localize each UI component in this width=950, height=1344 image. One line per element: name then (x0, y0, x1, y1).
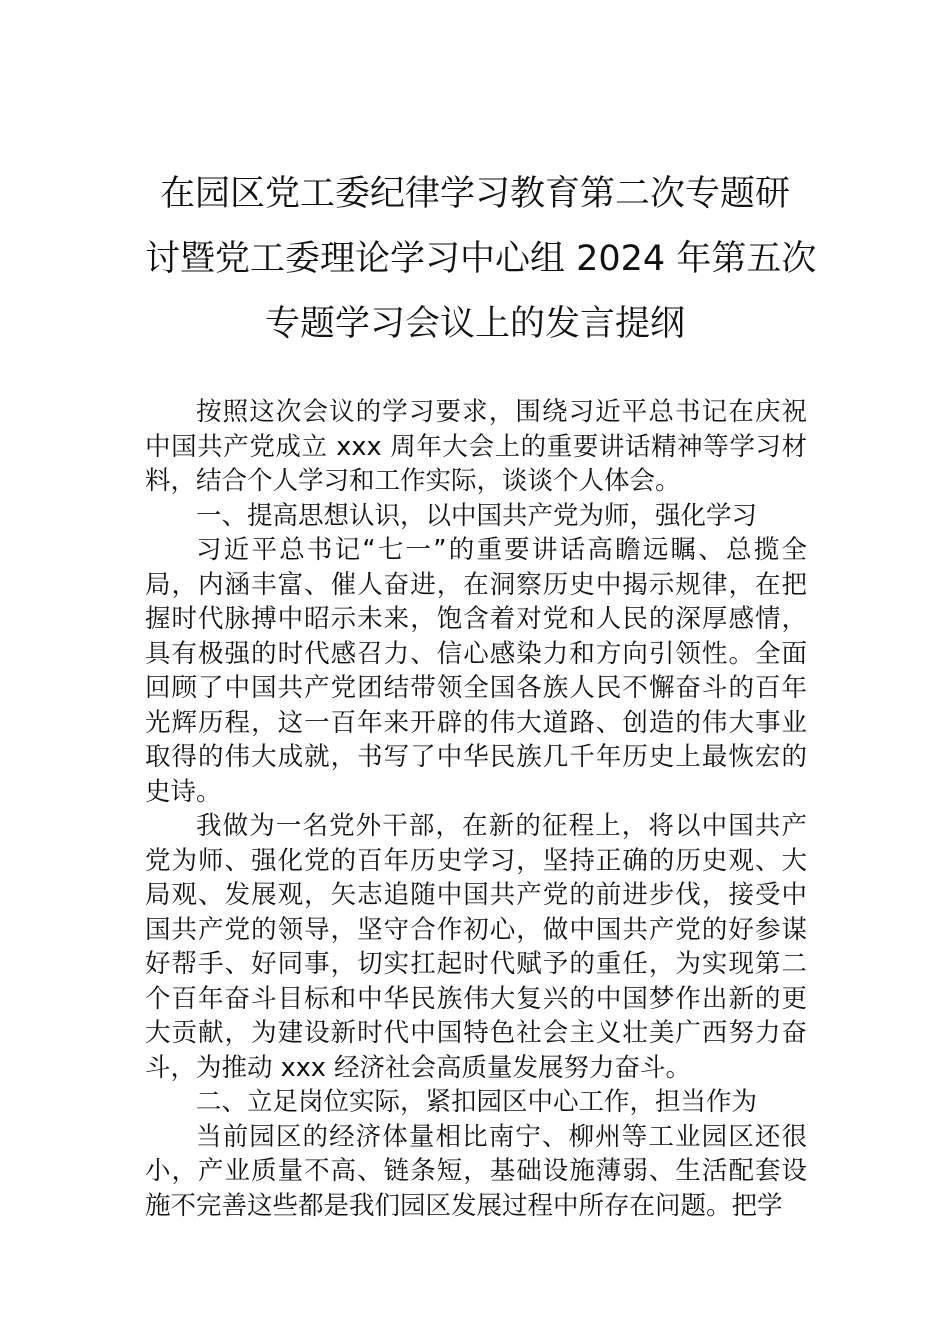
document-title (145, 162, 817, 357)
section-1-paragraph-2: 我做为一名党外干部，在新的征程上，将以中国共产党为师、强化党的百年历史学习，坚持正确的历史观、大局观、发展观，矢志追随中国共产党的前进步伐，接受中国共产党的领导，坚守合作初心，做中国共产党的好参谋好帮手、好同事，切实扛起时代赋予的重任，为实现第二个百年奋斗目标和中华民族伟大复兴的中国梦作出新的更大贡献，为建设新时代中国特色社会主义壮美广西努力奋斗，为推动 xxx 经济社会高质量发展努力奋斗。 (145, 811, 807, 1083)
title-line-3: 专题学习会议上的发言提纲 (264, 304, 685, 344)
section-1-paragraph-1: 习近平总书记“七一”的重要讲话高瞻远瞩、总揽全局，内涵丰富、催人奋进，在洞察历史中揭示规律，在把握时代脉搏中昭示未来，饱含着对党和人民的深厚感情，具有极强的时代感召力、信心感染力和方向引领性。全面回顾了中国共产党团结带领全国各族人民不懈奋斗的百年光辉历程，这一百年来开辟的伟大道路、创造的伟大事业取得的伟大成就，书写了中华民族几千年历史上最恢宏的史诗。 (145, 535, 807, 807)
section-2-heading: 二、立足岗位实际，紧扣园区中心工作，担当作为 (196, 1087, 758, 1117)
section-2-paragraph-1: 当前园区的经济体量相比南宁、柳州等工业园区还很小，产业质量不高、链条短，基础设施薄弱、生活配套设施不完善这些都是我们园区发展过程中所存在问题。把学 (145, 1121, 807, 1221)
title-line-1: 在园区党工委纪律学习教育第二次专题研 (159, 174, 790, 214)
title-line-2: 讨暨党工委理论学习中心组 2024 年第五次 (145, 239, 817, 279)
intro-paragraph: 按照这次会议的学习要求，围绕习近平总书记在庆祝中国共产党成立 xxx 周年大会上的重要讲话精神等学习材料，结合个人学习和工作实际，谈谈个人体会。 (145, 397, 807, 496)
document-body (145, 395, 807, 1223)
section-1-heading: 一、提高思想认识，以中国共产党为师，强化学习 (196, 500, 758, 531)
